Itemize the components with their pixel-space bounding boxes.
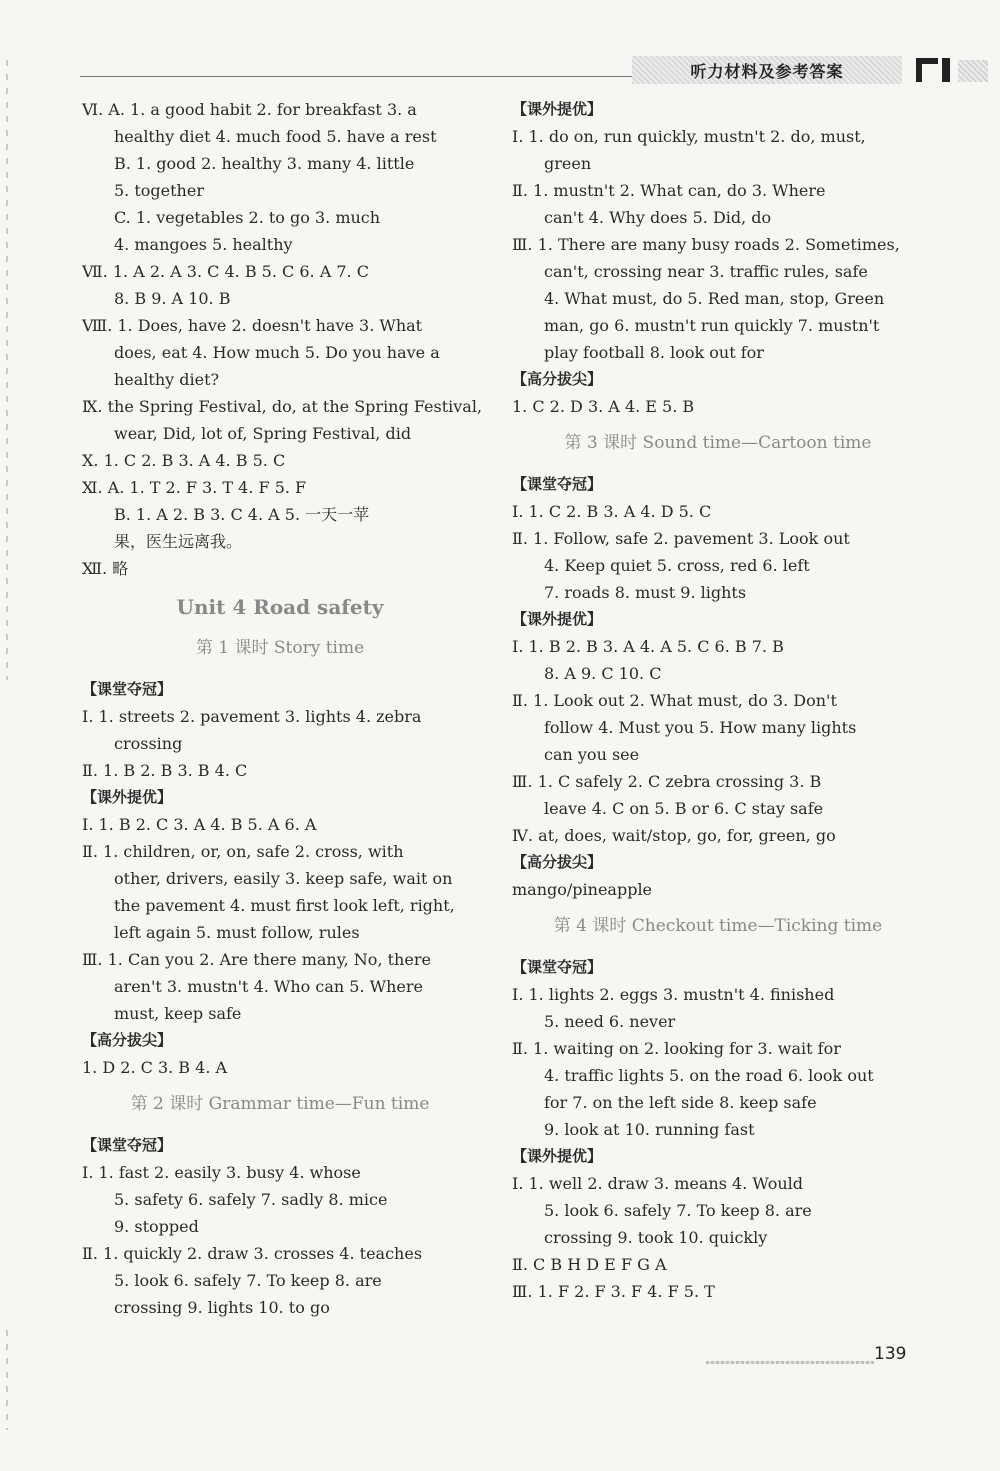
answer-line: Ⅰ. 1. fast 2. easily 3. busy 4. whose [82, 1163, 361, 1182]
section-heading: 【课堂夺冠】 [512, 958, 603, 976]
answer-line: Ⅰ. 1. do on, run quickly, mustn't 2. do, must, [512, 127, 866, 146]
answer-line: crossing 9. lights 10. to go [114, 1298, 330, 1317]
answer-line: B. 1. good 2. healthy 3. many 4. little [114, 154, 415, 173]
answer-line: 果，医生远离我。 [114, 532, 243, 551]
answer-line: 4. mangoes 5. healthy [114, 235, 293, 254]
header-tail [958, 60, 988, 82]
answer-line: Ⅰ. 1. well 2. draw 3. means 4. Would [512, 1174, 804, 1193]
answer-line: Ⅱ. 1. mustn't 2. What can, do 3. Where [512, 181, 826, 200]
left-column [82, 96, 483, 1321]
answer-line: can't, crossing near 3. traffic rules, safe [544, 262, 868, 281]
header-title: 听力材料及参考答案 [632, 56, 902, 84]
section-heading: 【高分拔尖】 [512, 370, 603, 388]
answer-line: Ⅳ. at, does, wait/stop, go, for, green, go [512, 826, 836, 845]
section-heading: 【高分拔尖】 [82, 1031, 173, 1049]
answer-line: healthy diet? [114, 370, 220, 389]
unit-title: Unit 4 Road safety [176, 595, 384, 619]
section-heading: 【课外提优】 [512, 100, 603, 118]
answer-line: C. 1. vegetables 2. to go 3. much [114, 208, 381, 227]
answer-line: Ⅲ. 1. C safely 2. C zebra crossing 3. B [512, 772, 822, 791]
answer-line: B. 1. A 2. B 3. C 4. A 5. 一天一苹 [114, 505, 370, 524]
answer-line: Ⅱ. 1. waiting on 2. looking for 3. wait for [512, 1039, 841, 1058]
answer-line: Ⅹ. 1. C 2. B 3. A 4. B 5. C [82, 451, 286, 470]
answer-line: Ⅻ. 略 [82, 559, 129, 578]
answer-line: other, drivers, easily 3. keep safe, wait on [114, 869, 453, 888]
header-rule [80, 76, 640, 77]
answer-line: Ⅰ. 1. B 2. B 3. A 4. A 5. C 6. B 7. B [512, 637, 784, 656]
answer-line: Ⅱ. 1. B 2. B 3. B 4. C [82, 761, 248, 780]
answer-line: mango/pineapple [512, 880, 653, 899]
header-corner-icon [912, 54, 952, 86]
section-heading: 【课堂夺冠】 [82, 1136, 173, 1154]
answer-line: aren't 3. mustn't 4. Who can 5. Where [114, 977, 423, 996]
lesson-title: 第 2 课时 Grammar time—Fun time [130, 1094, 430, 1114]
answer-line: Ⅱ. 1. Look out 2. What must, do 3. Don't [512, 691, 837, 710]
answer-line: 1. D 2. C 3. B 4. A [82, 1058, 228, 1077]
answer-line: Ⅰ. 1. C 2. B 3. A 4. D 5. C [512, 502, 712, 521]
answer-line: play football 8. look out for [544, 343, 764, 362]
answer-line: 5. together [114, 181, 204, 200]
answer-line: for 7. on the left side 8. keep safe [544, 1093, 817, 1112]
answer-line: Ⅰ. 1. lights 2. eggs 3. mustn't 4. finished [512, 985, 835, 1004]
section-heading: 【课外提优】 [82, 788, 173, 806]
answer-line: 5. look 6. safely 7. To keep 8. are [544, 1201, 812, 1220]
answer-line: Ⅶ. 1. A 2. A 3. C 4. B 5. C 6. A 7. C [82, 262, 369, 281]
page-number: 139 [874, 1344, 907, 1364]
answer-line: can you see [544, 745, 640, 764]
section-heading: 【课外提优】 [512, 1147, 603, 1165]
footer-rule [706, 1361, 874, 1364]
answer-line: 4. Keep quiet 5. cross, red 6. left [544, 556, 810, 575]
answer-line: 1. C 2. D 3. A 4. E 5. B [512, 397, 695, 416]
lesson-title: 第 3 课时 Sound time—Cartoon time [564, 433, 872, 453]
answer-line: Ⅲ. 1. There are many busy roads 2. Sometimes, [512, 235, 900, 254]
answer-line: Ⅵ. A. 1. a good habit 2. for breakfast 3. a [82, 100, 417, 119]
answer-line: follow 4. Must you 5. How many lights [544, 718, 857, 737]
answer-line: 4. traffic lights 5. on the road 6. look out [544, 1066, 874, 1085]
binding-marks [6, 60, 8, 680]
answer-line: leave 4. C on 5. B or 6. C stay safe [544, 799, 824, 818]
answer-line: crossing [114, 734, 183, 753]
answer-line: left again 5. must follow, rules [114, 923, 360, 942]
answer-line: Ⅷ. 1. Does, have 2. doesn't have 3. What [82, 316, 423, 335]
answer-line: healthy diet 4. much food 5. have a rest [114, 127, 437, 146]
answer-line: 9. look at 10. running fast [544, 1120, 755, 1139]
answer-line: Ⅰ. 1. streets 2. pavement 3. lights 4. zebra [82, 707, 422, 726]
answer-line: Ⅱ. C B H D E F G A [512, 1255, 667, 1274]
lesson-title: 第 4 课时 Checkout time—Ticking time [553, 916, 883, 936]
answer-line: 9. stopped [114, 1217, 199, 1236]
answer-line: Ⅲ. 1. Can you 2. Are there many, No, there [82, 950, 431, 969]
answer-line: 5. safety 6. safely 7. sadly 8. mice [114, 1190, 388, 1209]
binding-marks-bottom [6, 1330, 8, 1430]
lesson-title: 第 1 课时 Story time [195, 638, 365, 658]
answer-line: Ⅰ. 1. B 2. C 3. A 4. B 5. A 6. A [82, 815, 317, 834]
answer-line: Ⅲ. 1. F 2. F 3. F 4. F 5. T [512, 1282, 715, 1301]
answer-line: Ⅱ. 1. quickly 2. draw 3. crosses 4. teaches [82, 1244, 423, 1263]
answer-line: green [544, 154, 592, 173]
answer-line: does, eat 4. How much 5. Do you have a [114, 343, 440, 362]
section-heading: 【课外提优】 [512, 610, 603, 628]
answer-line: man, go 6. mustn't run quickly 7. mustn't [544, 316, 880, 335]
answer-line: Ⅸ. the Spring Festival, do, at the Spring Festival, [82, 397, 483, 416]
answer-line: must, keep safe [114, 1004, 242, 1023]
section-heading: 【课堂夺冠】 [82, 680, 173, 698]
right-column [512, 96, 924, 1305]
section-heading: 【课堂夺冠】 [512, 475, 603, 493]
answer-line: Ⅱ. 1. children, or, on, safe 2. cross, with [82, 842, 404, 861]
answer-line: can't 4. Why does 5. Did, do [544, 208, 772, 227]
answer-line: 8. B 9. A 10. B [114, 289, 231, 308]
answer-line: 7. roads 8. must 9. lights [544, 583, 747, 602]
answer-line: Ⅱ. 1. Follow, safe 2. pavement 3. Look out [512, 529, 850, 548]
answer-line: 4. What must, do 5. Red man, stop, Green [544, 289, 885, 308]
answer-line: the pavement 4. must first look left, right, [114, 896, 455, 915]
answer-line: Ⅺ. A. 1. T 2. F 3. T 4. F 5. F [82, 478, 307, 497]
answer-line: crossing 9. took 10. quickly [544, 1228, 768, 1247]
answer-line: 5. look 6. safely 7. To keep 8. are [114, 1271, 382, 1290]
answer-line: 5. need 6. never [544, 1012, 676, 1031]
answer-line: wear, Did, lot of, Spring Festival, did [114, 424, 412, 443]
section-heading: 【高分拔尖】 [512, 853, 603, 871]
answer-line: 8. A 9. C 10. C [544, 664, 662, 683]
